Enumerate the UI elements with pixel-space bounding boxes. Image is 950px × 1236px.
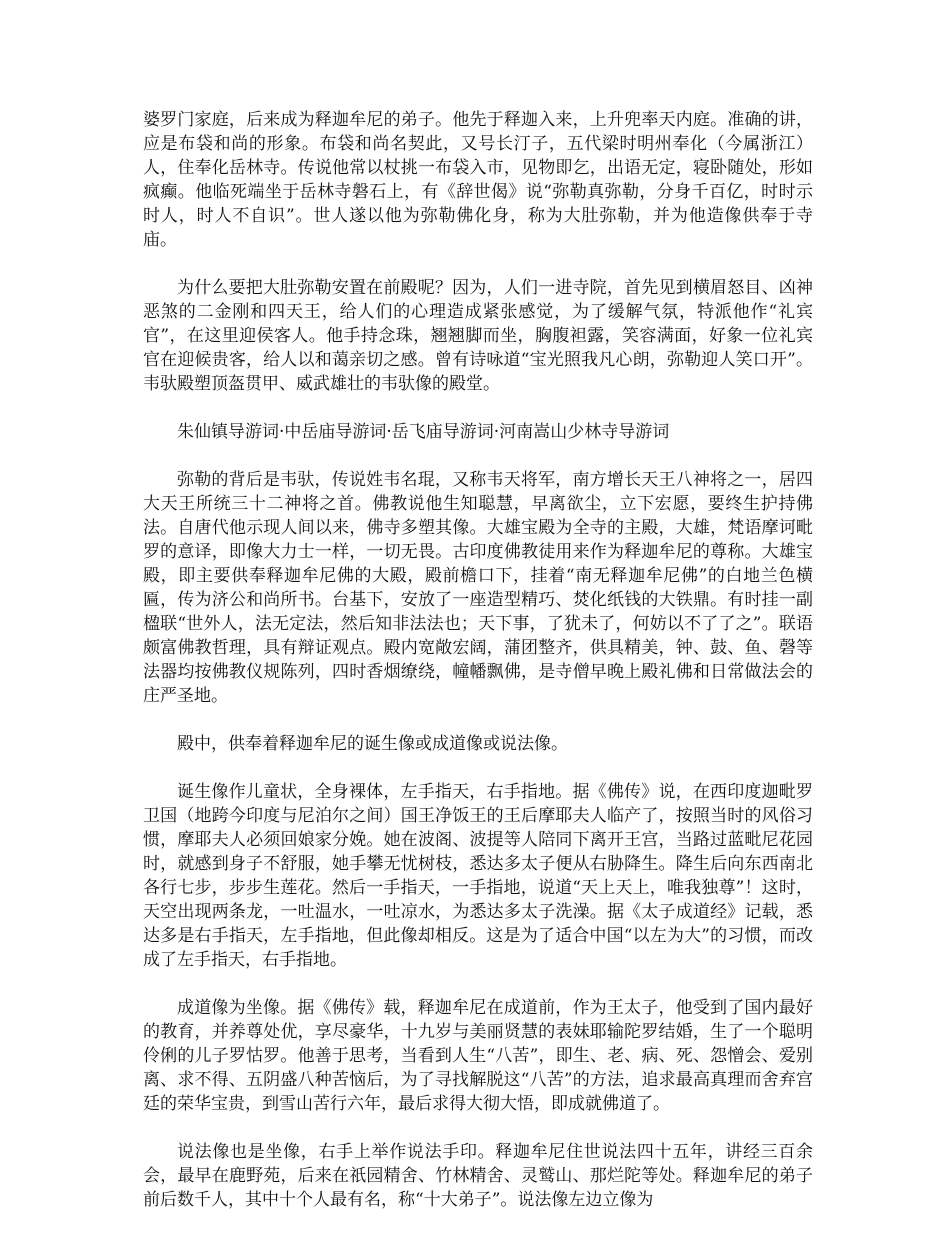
paragraph-preaching-statue: 说法像也是坐像，右手上举作说法手印。释迦牟尼住世说法四十五年，讲经三百余会，最早在鹿野苑，后来在祇园精舍、竹林精舍、灵鹫山、那烂陀等处。释迦牟尼的弟子前后数千人，其中十个人最有名，称“十大弟子”。说法像左边立像为 (143, 1142, 813, 1210)
paragraph-hall-statues: 殿中，供奉着释迦牟尼的诞生像或成道像或说法像。 (177, 734, 568, 754)
paragraph-enlightenment-statue: 成道像为坐像。据《佛传》载，释迦牟尼在成道前，作为王太子，他受到了国内最好的教育，并养尊处优，享尽豪华，十九岁与美丽贤慧的表妹耶输陀罗结婚，生了一个聪明伶俐的儿子罗怙罗。他善于思考，当看到人生“八苦”，即生、老、病、死、怨憎会、爱别离、求不得、五阴盛八种苦恼后，为了寻找解脱这“八苦”的方法，追求最高真理而舍弃宫廷的荣华宝贵，到雪山苦行六年，最后求得大彻大悟，即成就佛道了。 (143, 998, 813, 1114)
paragraph-weituo-main-hall: 弥勒的背后是韦驮，传说姓韦名琨，又称韦天将军，南方增长天王八神将之一，居四大天王所统三十二神将之首。佛教说他生知聪慧，早离欲尘，立下宏愿，要终生护持佛法。自唐代他示现人间以来，佛寺多塑其像。大雄宝殿为全寺的主殿，大雄，梵语摩诃毗罗的意译，即像大力士一样，一切无畏。古印度佛教徒用来作为释迦牟尼的尊称。大雄宝殿，即主要供奉释迦牟尼佛的大殿，殿前檐口下，挂着“南无释迦牟尼佛”的白地兰色横匾，传为济公和尚所书。台基下，安放了一座造型精巧、焚化纸钱的大铁鼎。有时挂一副楹联“世外人，法无定法，然后知非法法也；天下事，了犹未了，何妨以不了了之”。联语颇富佛教哲理，具有辩证观点。殿内宽敞宏阔，蒲团整齐，供具精美，钟、鼓、鱼、磬等法器均按佛教仪规陈列，四时香烟缭绕，幢幡飘佛，是寺僧早晚上殿礼佛和日常做法会的庄严圣地。 (143, 470, 813, 706)
paragraph-birth-statue: 诞生像作儿童状，全身裸体，左手指天，右手指地。据《佛传》说，在西印度迦毗罗卫国（地跨今印度与尼泊尔之间）国王净饭王的王后摩耶夫人临产了，按照当时的风俗习惯，摩耶夫人必须回娘家分娩。她在波阁、波提等人陪同下离开王宫，当路过蓝毗尼花园时，就感到身子不舒服，她手攀无忧树枝，悉达多太子便从右胁降生。降生后向东西南北各行七步，步步生莲花。然后一手指天，一手指地，说道“天上天上，唯我独尊”！这时，天空出现两条龙，一吐温水，一吐凉水，为悉达多太子洗澡。据《太子成道经》记载，悉达多是右手指天，左手指地，但此像却相反。这是为了适合中国“以左为大”的习惯，而改成了左手指天，右手指地。 (143, 782, 813, 970)
paragraph-maitreya-front-hall: 为什么要把大肚弥勒安置在前殿呢？因为，人们一进寺院，首先见到横眉怒目、凶神恶煞的二金刚和四天王，给人们的心理造成紧张感觉，为了缓解气氛，特派他作“礼宾官”，在这里迎侯客人。他手持念珠，翘翘脚而坐，胸腹袒露，笑容满面，好象一位礼宾官在迎候贵客，给人以和蔼亲切之感。曾有诗咏道“宝光照我凡心朗，弥勒迎人笑口开”。韦驮殿塑顶盔贯甲、威武雄壮的韦驮像的殿堂。 (143, 278, 813, 394)
document-body (143, 108, 813, 1236)
paragraph-budai-monk: 婆罗门家庭，后来成为释迦牟尼的弟子。他先于释迦入来，上升兜率天内庭。准确的讲，应是布袋和尚的形象。布袋和尚名契此，又号长汀子，五代梁时明州奉化（今属浙江）人，住奉化岳林寺。传说他常以杖挑一布袋入市，见物即乞，出语无定，寝卧随处，形如疯癫。他临死端坐于岳林寺磐石上，有《辞世偈》说“弥勒真弥勒，分身千百亿，时时示时人，时人不自识”。世人遂以他为弥勒佛化身，称为大肚弥勒，并为他造像供奉于寺庙。 (143, 110, 813, 250)
paragraph-related-links: 朱仙镇导游词·中岳庙导游词·岳飞庙导游词·河南嵩山少林寺导游词 (177, 422, 670, 442)
